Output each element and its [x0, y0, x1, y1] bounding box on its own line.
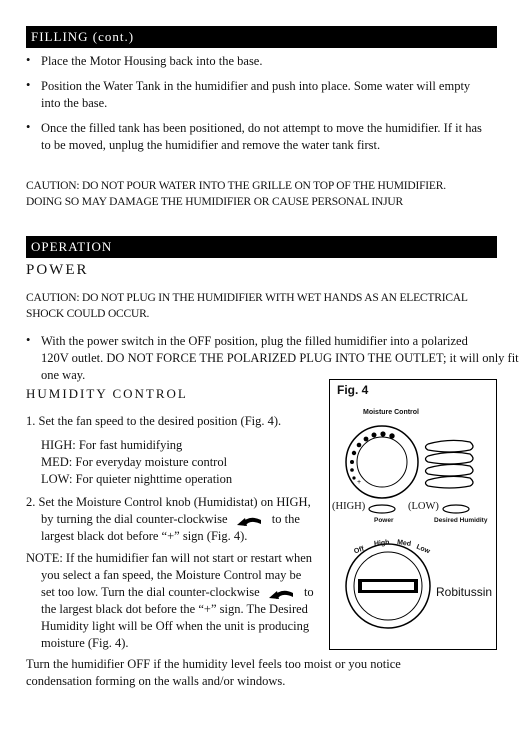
knob-label-off: Off	[353, 545, 365, 556]
desired-humidity-label: Desired Humidity	[434, 517, 488, 524]
note-line-3a: set too low. Turn the dial counter-clockwise	[41, 585, 260, 599]
svg-text:+: +	[357, 479, 362, 486]
power-title: POWER	[26, 262, 89, 278]
note-line-3	[41, 584, 314, 601]
bullet-dot: •	[26, 120, 31, 134]
note-line-1: NOTE: If the humidifier fan will not start or restart when	[26, 551, 313, 565]
note-line-2: you select a fan speed, the Moisture Control may be	[41, 568, 302, 582]
low-label: (LOW)	[408, 501, 439, 512]
knob-label-high: High	[373, 539, 390, 548]
moisture-control-label: Moisture Control	[363, 409, 419, 416]
power-bullet-line-3: one way.	[41, 368, 86, 382]
power-light-label: Power	[374, 517, 394, 524]
counter-clockwise-arrow-icon	[237, 514, 263, 526]
bullet-dot: •	[26, 78, 31, 92]
figure-title: Fig. 4	[337, 383, 369, 397]
high-label: (HIGH)	[332, 501, 366, 512]
humidity-control-title: HUMIDITY CONTROL	[26, 386, 188, 401]
figure-4	[329, 379, 497, 650]
step-2-line-1: 2. Set the Moisture Control knob (Humidistat) on HIGH,	[26, 495, 311, 509]
power-bullet-line-1: With the power switch in the OFF position, plug the filled humidifier into a polarized	[41, 334, 468, 348]
knob-label-low: Low	[415, 543, 431, 556]
speed-high: HIGH: For fast humidifying	[41, 438, 183, 452]
step-2-line-3: largest black dot before “+” sign (Fig. 4).	[41, 529, 248, 543]
speed-med: MED: For everyday moisture control	[41, 455, 228, 469]
power-caution-line-2: SHOCK COULD OCCUR.	[26, 308, 150, 320]
knob-label-med: Med	[396, 539, 412, 548]
brand-logo: Robitussin	[436, 585, 493, 599]
step-1: 1. Set the fan speed to the desired position (Fig. 4).	[26, 414, 282, 428]
power-bullet-line-2: 120V outlet. DO NOT FORCE THE POLARIZED PLUG INTO THE OUTLET; it will only fit	[41, 351, 519, 365]
note-line-4: the largest black dot before the “+” sign. The Desired	[41, 602, 308, 616]
step-2-line-2b: to the	[271, 512, 300, 526]
filling-header: FILLING (cont.)	[26, 26, 497, 48]
filling-bullet-2: Position the Water Tank in the humidifier and push into place. Some water will empty into the base.	[41, 79, 471, 110]
operation-header: OPERATION	[26, 236, 497, 258]
note-line-3b: to	[303, 585, 314, 599]
speed-low: LOW: For quieter nighttime operation	[41, 472, 233, 486]
control-panel-illustration	[330, 380, 496, 649]
note-line-6: moisture (Fig. 4).	[41, 636, 129, 650]
note-line-5: Humidity light will be Off when the unit is producing	[41, 619, 310, 633]
filling-caution-line-1: CAUTION: DO NOT POUR WATER INTO THE GRILLE ON TOP OF THE HUMIDIFIER.	[26, 180, 446, 192]
step-2-line-2	[41, 511, 300, 528]
final-line-2: condensation forming on the walls and/or windows.	[26, 674, 286, 688]
power-caution-line-1: CAUTION: DO NOT PLUG IN THE HUMIDIFIER WITH WET HANDS AS AN ELECTRICAL	[26, 292, 468, 304]
filling-bullet-1: Place the Motor Housing back into the base.	[41, 54, 263, 68]
bullet-dot: •	[26, 53, 31, 67]
final-line-1: Turn the humidifier OFF if the humidity level feels too moist or you notice	[26, 657, 401, 671]
filling-bullet-3: Once the filled tank has been positioned, do not attempt to move the humidifier. If it has to be moved, unplug the humidifier and remove the water tank first.	[41, 121, 482, 152]
filling-caution-line-2: DOING SO MAY DAMAGE THE HUMIDIFIER OR CAUSE PERSONAL INJUR	[26, 196, 403, 208]
step-2-line-2a: by turning the dial counter-clockwise	[41, 512, 228, 526]
bullet-dot: •	[26, 333, 31, 347]
counter-clockwise-arrow-icon	[269, 587, 295, 599]
